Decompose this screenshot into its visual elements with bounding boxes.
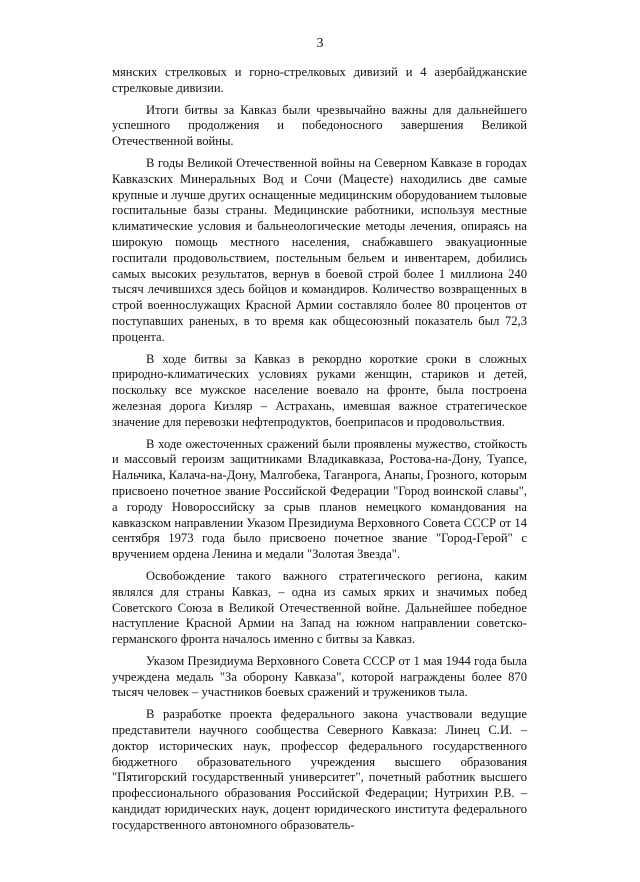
paragraph-draft-authors: В разработке проекта федерального закона участвовали ведущие представители научного сообщества Северного Кавказа: Линец С.И. – доктор исторических наук, профессор федерального государственного бюджетного образовательного учреждения высшего образования "Пятигорский государственный университет", почетный работник высшего профессионального образования Российской Федерации; Нутрихин Р.В. – кандидат юридических наук, доцент юридического института федерального государственного автономного образователь- <box>112 707 527 832</box>
paragraph-continuation: мянских стрелковых и горно-стрелковых дивизий и 4 азербайджанские стрелковые дивизии. <box>112 65 527 95</box>
paragraph-medal: Указом Президиума Верховного Совета СССР от 1 мая 1944 года была учреждена медаль "За оборону Кавказа", которой награждены более 870 тысяч человек – участников боевых сражений и тружеников тыла. <box>112 653 527 700</box>
page-number: 3 <box>316 36 324 51</box>
paragraph-liberation-caucasus: Освобождение такого важного стратегического региона, каким являлся для страны Кавказ, – одна из самых ярких и значимых побед Советского Союза в Великой Отечественной войне. Дальнейшее победное наступление Красной Армии на Запад на южном направлении советско-германского фронта началось именно с битвы за Кавказ. <box>112 568 527 647</box>
paragraph-hospital-bases: В годы Великой Отечественной войны на Северном Кавказе в городах Кавказских Минеральных Вод и Сочи (Мацесте) находились две самые крупные и лучше других оснащенные медицинским оборудованием тыловые госпитальные базы страны. Медицинские работники, используя местные климатические условия и бальнеологические методы лечения, опираясь на широкую помощь местного населения, снабжавшего эвакуационные госпитали продовольствием, постельным бельем и инвентарем, добились самых высоких результатов, вернув в боевой строй более 1 миллиона 240 тысяч лечившихся здесь бойцов и командиров. Количество возвращенных в строй военнослужащих Красной Армии составляло более 80 процентов от поступавших раненых, в то время как общесоюзный показатель был 72,3 процента. <box>112 155 527 344</box>
paragraph-battle-results: Итоги битвы за Кавказ были чрезвычайно важны для дальнейшего успешного продолжения и победоносного завершения Великой Отечественной войны. <box>112 102 527 149</box>
paragraph-railway: В ходе битвы за Кавказ в рекордно короткие сроки в сложных природно-климатических условиях руками женщин, стариков и детей, поскольку все мужское население воевало на фронте, была построена железная дорога Кизляр – Астрахань, имевшая важное стратегическое значение для перевозки нефтепродуктов, боеприпасов и продовольствия. <box>112 351 527 429</box>
document-body <box>112 65 527 834</box>
paragraph-city-of-military-glory: В ходе ожесточенных сражений были проявлены мужество, стойкость и массовый героизм защитниками Владикавказа, Ростова-на-Дону, Туапсе, Нальчика, Калача-на-Дону, Малгобека, Таганрога, Анапы, Грозного, которым присвоено почетное звание Российской Федерации "Город воинской славы", а городу Новороссийску за срыв планов немецкого командования на кавказском направлении Указом Президиума Верховного Совета СССР от 14 сентября 1973 года было присвоено почетное звание "Город-Герой" с вручением ордена Ленина и медали "Золотая Звезда". <box>112 436 528 562</box>
